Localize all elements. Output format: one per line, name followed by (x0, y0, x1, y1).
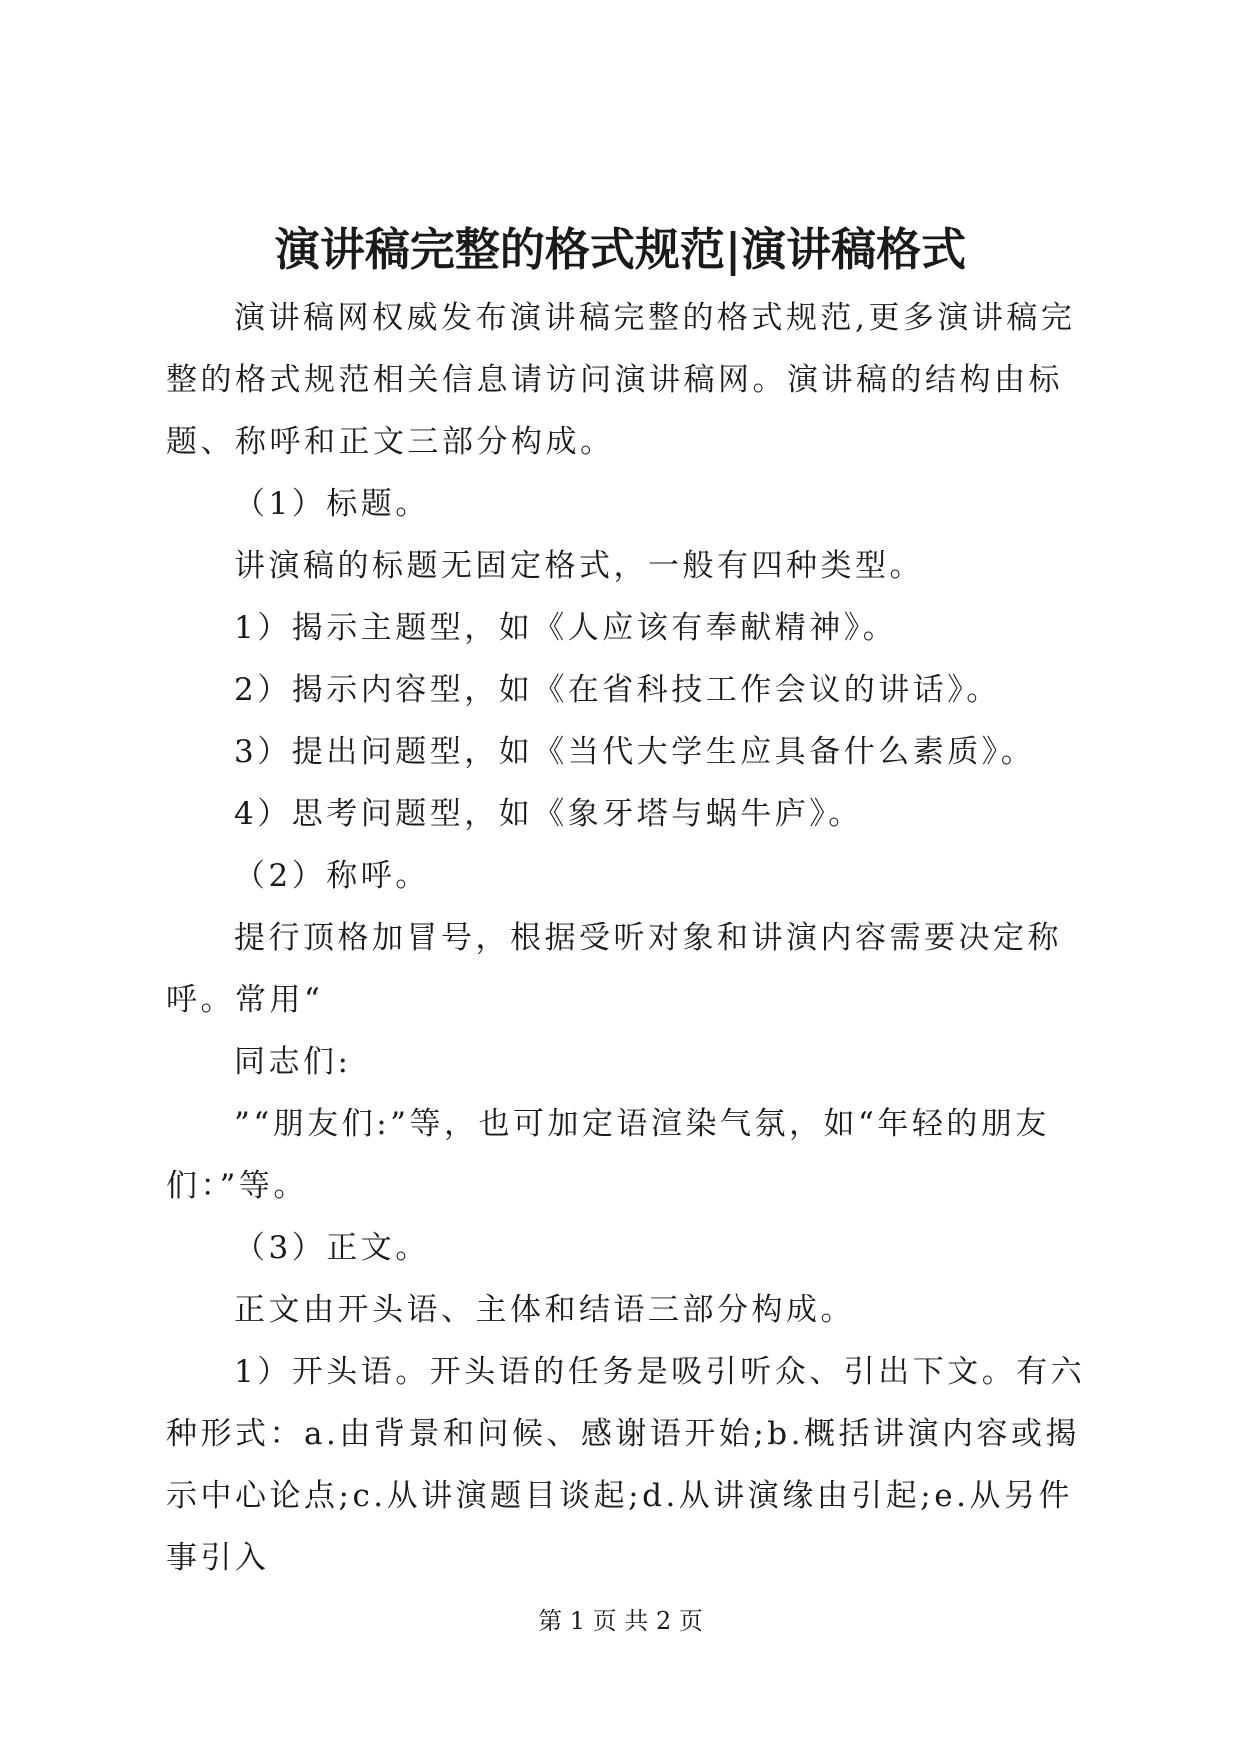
paragraph: 演讲稿网权威发布演讲稿完整的格式规范,更多演讲稿完整的格式规范相关信息请访问演讲稿网。演讲稿的结构由标题、称呼和正文三部分构成。 (166, 300, 1076, 460)
paragraph: 同志们: (234, 1044, 352, 1080)
document-body (166, 287, 1086, 1589)
paragraph: 讲演稿的标题无固定格式，一般有四种类型。 (234, 548, 924, 584)
paragraph: （2）称呼。 (234, 858, 430, 894)
paragraph: 3）提出问题型，如《当代大学生应具备什么素质》。 (234, 734, 1036, 770)
document-title: 演讲稿完整的格式规范|演讲稿格式 (274, 223, 967, 276)
page-footer: 第 1 页 共 2 页 (538, 1607, 703, 1635)
paragraph: ”“朋友们:”等，也可加定语渲染气氛，如“年轻的朋友们：”等。 (166, 1106, 1050, 1204)
paragraph: （1）标题。 (234, 486, 430, 522)
paragraph: 1）揭示主题型，如《人应该有奉献精神》。 (234, 610, 898, 646)
paragraph: （3）正文。 (234, 1230, 430, 1266)
paragraph: 4）思考问题型，如《象牙塔与蜗牛庐》。 (234, 796, 863, 832)
paragraph: 正文由开头语、主体和结语三部分构成。 (234, 1292, 855, 1328)
paragraph: 1）开头语。开头语的任务是吸引听众、引出下文。有六种形式：a.由背景和问候、感谢语开始;b.概括讲演内容或揭示中心论点;c.从讲演题目谈起;d.从讲演缘由引起;e.从另件事引入 (166, 1354, 1086, 1576)
paragraph: 2）揭示内容型，如《在省科技工作会议的讲话》。 (234, 672, 1001, 708)
paragraph: 提行顶格加冒号，根据受听对象和讲演内容需要决定称呼。常用“ (166, 920, 1062, 1018)
